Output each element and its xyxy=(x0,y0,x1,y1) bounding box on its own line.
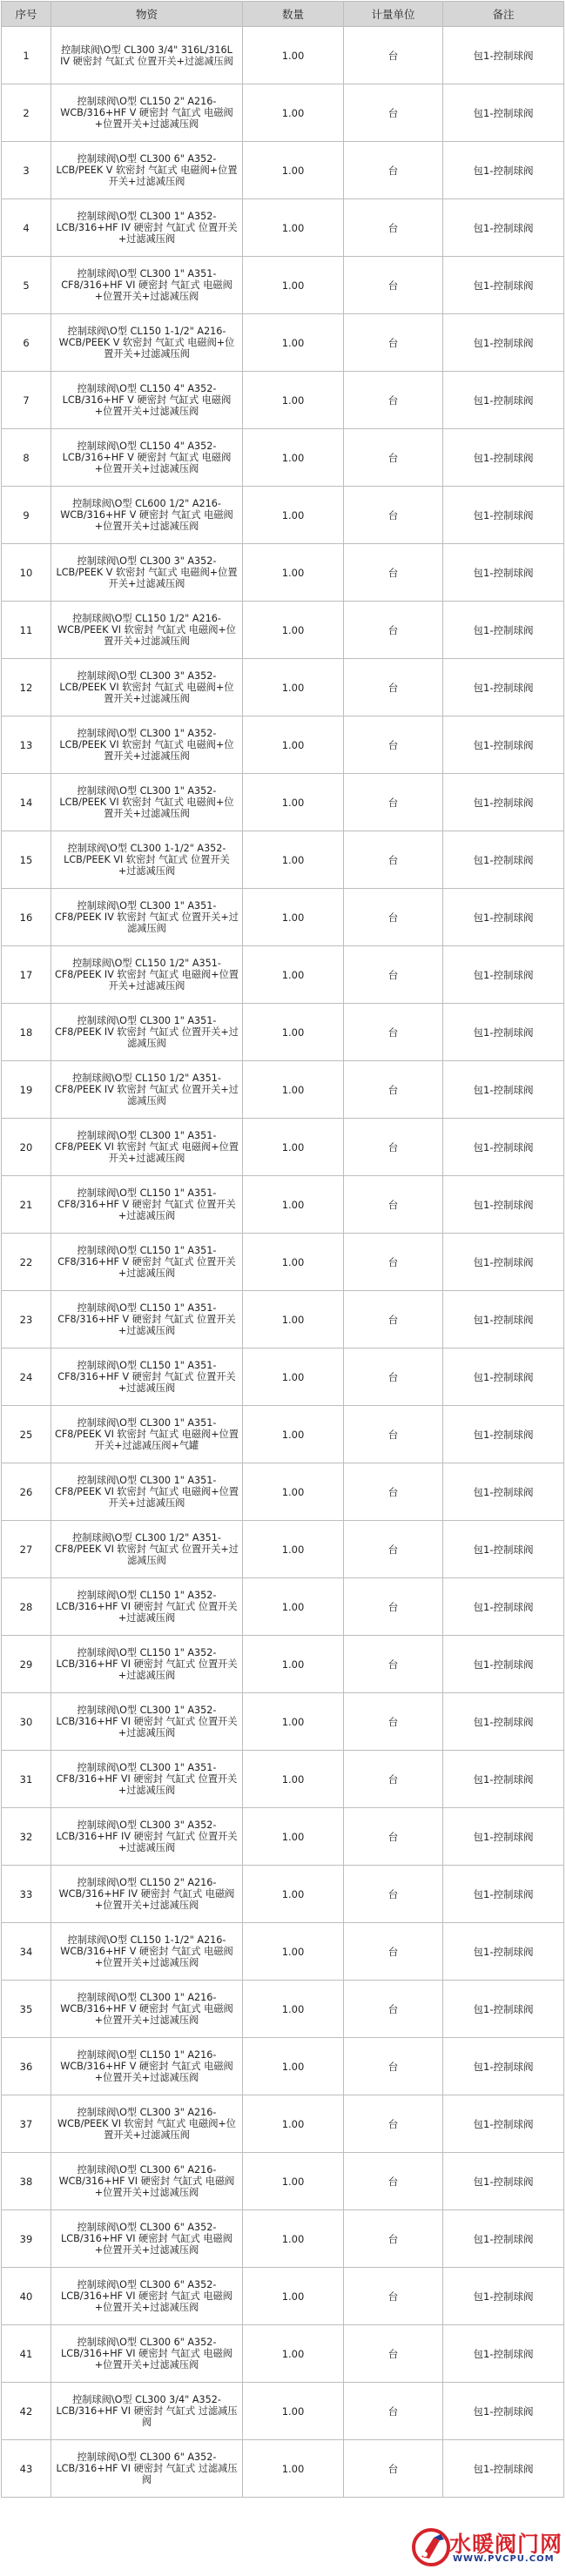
table-row xyxy=(2,1463,564,1521)
col-header-no: 序号 xyxy=(2,2,51,27)
table-row xyxy=(2,1406,564,1463)
row-remark: 包1-控制球阀 xyxy=(443,199,564,257)
row-unit: 台 xyxy=(344,2440,443,2498)
row-quantity: 1.00 xyxy=(243,487,344,544)
row-number: 22 xyxy=(2,1234,51,1291)
col-header-unit: 计量单位 xyxy=(344,2,443,27)
table-row xyxy=(2,1981,564,2038)
row-remark: 包1-控制球阀 xyxy=(443,889,564,946)
row-quantity: 1.00 xyxy=(243,2210,344,2268)
row-material: 控制球阀\O型 CL300 3" A216-WCB/PEEK VI 软密封 气缸式 电磁阀+位置开关+过滤减压阀 xyxy=(51,2095,243,2153)
row-quantity: 1.00 xyxy=(243,1578,344,1636)
row-number: 31 xyxy=(2,1751,51,1808)
row-unit: 台 xyxy=(344,1234,443,1291)
row-number: 19 xyxy=(2,1061,51,1119)
row-number: 4 xyxy=(2,199,51,257)
row-material: 控制球阀\O型 CL150 1/2" A216-WCB/PEEK VI 软密封 气缸式 电磁阀+位置开关+过滤减压阀 xyxy=(51,602,243,659)
table-row xyxy=(2,199,564,257)
row-number: 36 xyxy=(2,2038,51,2095)
row-remark: 包1-控制球阀 xyxy=(443,1636,564,1693)
row-unit: 台 xyxy=(344,544,443,602)
row-unit: 台 xyxy=(344,2268,443,2325)
watermark-url: WWW.PVCPU.COM xyxy=(453,2554,555,2564)
row-number: 35 xyxy=(2,1981,51,2038)
row-material: 控制球阀\O型 CL150 1/2" A351-CF8/PEEK IV 软密封 气缸式 位置开关+过滤减压阀 xyxy=(51,1061,243,1119)
row-unit: 台 xyxy=(344,1808,443,1866)
row-remark: 包1-控制球阀 xyxy=(443,602,564,659)
row-material: 控制球阀\O型 CL300 1" A351-CF8/PEEK VI 软密封 气缸式 电磁阀+位置开关+过滤减压阀 xyxy=(51,1119,243,1176)
table-row xyxy=(2,659,564,716)
row-remark: 包1-控制球阀 xyxy=(443,1406,564,1463)
row-remark: 包1-控制球阀 xyxy=(443,1981,564,2038)
row-quantity: 1.00 xyxy=(243,27,344,84)
row-material: 控制球阀\O型 CL150 1" A351-CF8/316+HF V 硬密封 气缸式 位置开关+过滤减压阀 xyxy=(51,1234,243,1291)
row-number: 6 xyxy=(2,314,51,372)
row-unit: 台 xyxy=(344,1349,443,1406)
table-row xyxy=(2,1636,564,1693)
table-header-row xyxy=(2,2,564,27)
col-header-quantity: 数量 xyxy=(243,2,344,27)
row-material: 控制球阀\O型 CL600 1/2" A216-WCB/316+HF V 硬密封 气缸式 电磁阀+位置开关+过滤减压阀 xyxy=(51,487,243,544)
row-number: 21 xyxy=(2,1176,51,1234)
row-material: 控制球阀\O型 CL300 3" A352-LCB/PEEK VI 软密封 气缸式 电磁阀+位置开关+过滤减压阀 xyxy=(51,659,243,716)
table-row xyxy=(2,487,564,544)
row-material: 控制球阀\O型 CL300 1-1/2" A352-LCB/PEEK VI 软密封 气缸式 位置开关+过滤减压阀 xyxy=(51,831,243,889)
table-row xyxy=(2,2210,564,2268)
row-number: 9 xyxy=(2,487,51,544)
table-row xyxy=(2,1004,564,1061)
table-row xyxy=(2,429,564,487)
row-unit: 台 xyxy=(344,199,443,257)
row-unit: 台 xyxy=(344,1981,443,2038)
row-remark: 包1-控制球阀 xyxy=(443,142,564,199)
row-number: 29 xyxy=(2,1636,51,1693)
row-unit: 台 xyxy=(344,1463,443,1521)
table-row xyxy=(2,2440,564,2498)
row-material: 控制球阀\O型 CL300 1" A351-CF8/PEEK VI 软密封 气缸式 电磁阀+位置开关+过滤减压阀 xyxy=(51,1463,243,1521)
row-unit: 台 xyxy=(344,1061,443,1119)
table-row xyxy=(2,2153,564,2210)
watermark-title: 水暖阀门网 xyxy=(449,2532,563,2557)
row-remark: 包1-控制球阀 xyxy=(443,831,564,889)
row-number: 3 xyxy=(2,142,51,199)
row-remark: 包1-控制球阀 xyxy=(443,2038,564,2095)
table-row xyxy=(2,1866,564,1923)
row-material: 控制球阀\O型 CL150 1" A352-LCB/316+HF VI 硬密封 气缸式 位置开关+过滤减压阀 xyxy=(51,1636,243,1693)
row-remark: 包1-控制球阀 xyxy=(443,84,564,142)
row-unit: 台 xyxy=(344,84,443,142)
row-remark: 包1-控制球阀 xyxy=(443,2440,564,2498)
table-row xyxy=(2,1291,564,1349)
table-row xyxy=(2,1751,564,1808)
table-row xyxy=(2,2268,564,2325)
row-number: 33 xyxy=(2,1866,51,1923)
row-remark: 包1-控制球阀 xyxy=(443,2268,564,2325)
table-row xyxy=(2,1349,564,1406)
row-number: 1 xyxy=(2,27,51,84)
table-row xyxy=(2,774,564,831)
row-remark: 包1-控制球阀 xyxy=(443,27,564,84)
row-remark: 包1-控制球阀 xyxy=(443,1349,564,1406)
row-material: 控制球阀\O型 CL150 1" A351-CF8/316+HF V 硬密封 气缸式 位置开关+过滤减压阀 xyxy=(51,1176,243,1234)
row-material: 控制球阀\O型 CL300 1" A352-LCB/PEEK VI 软密封 气缸式 电磁阀+位置开关+过滤减压阀 xyxy=(51,774,243,831)
row-number: 32 xyxy=(2,1808,51,1866)
row-unit: 台 xyxy=(344,889,443,946)
table-row xyxy=(2,1923,564,1981)
table-row xyxy=(2,1176,564,1234)
row-unit: 台 xyxy=(344,314,443,372)
row-remark: 包1-控制球阀 xyxy=(443,774,564,831)
row-material: 控制球阀\O型 CL300 6" A352-LCB/316+HF VI 硬密封 气缸式 电磁阀+位置开关+过滤减压阀 xyxy=(51,2210,243,2268)
row-unit: 台 xyxy=(344,1578,443,1636)
row-number: 10 xyxy=(2,544,51,602)
row-material: 控制球阀\O型 CL300 1" A351-CF8/PEEK IV 软密封 气缸式 位置开关+过滤减压阀 xyxy=(51,1004,243,1061)
row-remark: 包1-控制球阀 xyxy=(443,1176,564,1234)
row-quantity: 1.00 xyxy=(243,1234,344,1291)
row-quantity: 1.00 xyxy=(243,831,344,889)
row-remark: 包1-控制球阀 xyxy=(443,1693,564,1751)
row-unit: 台 xyxy=(344,1636,443,1693)
row-unit: 台 xyxy=(344,2383,443,2440)
row-quantity: 1.00 xyxy=(243,84,344,142)
row-quantity: 1.00 xyxy=(243,602,344,659)
row-material: 控制球阀\O型 CL300 1" A351-CF8/PEEK VI 软密封 气缸式 电磁阀+位置开关+过滤减压阀+气罐 xyxy=(51,1406,243,1463)
row-quantity: 1.00 xyxy=(243,1176,344,1234)
row-material: 控制球阀\O型 CL300 1" A351-CF8/316+HF VI 硬密封 气缸式 位置开关+过滤减压阀 xyxy=(51,1751,243,1808)
row-material: 控制球阀\O型 CL150 1-1/2" A216-WCB/PEEK V 软密封 气缸式 电磁阀+位置开关+过滤减压阀 xyxy=(51,314,243,372)
table-row xyxy=(2,1808,564,1866)
row-quantity: 1.00 xyxy=(243,1751,344,1808)
row-material: 控制球阀\O型 CL300 1" A352-LCB/PEEK VI 软密封 气缸式 电磁阀+位置开关+过滤减压阀 xyxy=(51,716,243,774)
row-material: 控制球阀\O型 CL150 4" A352-LCB/316+HF V 硬密封 气缸式 电磁阀+位置开关+过滤减压阀 xyxy=(51,429,243,487)
row-remark: 包1-控制球阀 xyxy=(443,1923,564,1981)
row-unit: 台 xyxy=(344,27,443,84)
row-number: 27 xyxy=(2,1521,51,1578)
row-remark: 包1-控制球阀 xyxy=(443,314,564,372)
row-quantity: 1.00 xyxy=(243,1808,344,1866)
row-quantity: 1.00 xyxy=(243,1636,344,1693)
row-remark: 包1-控制球阀 xyxy=(443,1234,564,1291)
row-number: 18 xyxy=(2,1004,51,1061)
row-unit: 台 xyxy=(344,487,443,544)
row-number: 30 xyxy=(2,1693,51,1751)
row-unit: 台 xyxy=(344,2325,443,2383)
row-number: 12 xyxy=(2,659,51,716)
row-unit: 台 xyxy=(344,1751,443,1808)
table-row xyxy=(2,831,564,889)
row-material: 控制球阀\O型 CL150 1" A216-WCB/316+HF V 硬密封 气缸式 电磁阀+位置开关+过滤减压阀 xyxy=(51,2038,243,2095)
row-material: 控制球阀\O型 CL300 3/4" 316L/316L IV 硬密封 气缸式 位置开关+过滤减压阀 xyxy=(51,27,243,84)
row-material: 控制球阀\O型 CL300 3" A352-LCB/PEEK V 软密封 气缸式 电磁阀+位置开关+过滤减压阀 xyxy=(51,544,243,602)
row-quantity: 1.00 xyxy=(243,142,344,199)
row-quantity: 1.00 xyxy=(243,1866,344,1923)
row-quantity: 1.00 xyxy=(243,716,344,774)
row-unit: 台 xyxy=(344,602,443,659)
row-remark: 包1-控制球阀 xyxy=(443,1578,564,1636)
row-unit: 台 xyxy=(344,257,443,314)
row-number: 43 xyxy=(2,2440,51,2498)
col-header-remark: 备注 xyxy=(443,2,564,27)
row-quantity: 1.00 xyxy=(243,946,344,1004)
table-body xyxy=(2,27,564,2498)
row-material: 控制球阀\O型 CL300 6" A216-WCB/316+HF VI 硬密封 气缸式 电磁阀+位置开关+过滤减压阀 xyxy=(51,2153,243,2210)
row-material: 控制球阀\O型 CL150 2" A216-WCB/316+HF IV 硬密封 气缸式 电磁阀+位置开关+过滤减压阀 xyxy=(51,1866,243,1923)
row-remark: 包1-控制球阀 xyxy=(443,1061,564,1119)
row-material: 控制球阀\O型 CL150 2" A216-WCB/316+HF V 硬密封 气缸式 电磁阀+位置开关+过滤减压阀 xyxy=(51,84,243,142)
row-quantity: 1.00 xyxy=(243,1291,344,1349)
row-number: 37 xyxy=(2,2095,51,2153)
row-number: 17 xyxy=(2,946,51,1004)
valve-materials-table xyxy=(1,1,564,2498)
row-quantity: 1.00 xyxy=(243,2153,344,2210)
row-remark: 包1-控制球阀 xyxy=(443,429,564,487)
row-quantity: 1.00 xyxy=(243,1521,344,1578)
row-material: 控制球阀\O型 CL300 3" A352-LCB/316+HF IV 硬密封 气缸式 位置开关+过滤减压阀 xyxy=(51,1808,243,1866)
table-row xyxy=(2,1521,564,1578)
row-quantity: 1.00 xyxy=(243,1693,344,1751)
row-quantity: 1.00 xyxy=(243,1923,344,1981)
table-row xyxy=(2,1234,564,1291)
row-quantity: 1.00 xyxy=(243,2325,344,2383)
row-remark: 包1-控制球阀 xyxy=(443,544,564,602)
table-row xyxy=(2,27,564,84)
row-number: 40 xyxy=(2,2268,51,2325)
row-unit: 台 xyxy=(344,1521,443,1578)
row-quantity: 1.00 xyxy=(243,2095,344,2153)
row-unit: 台 xyxy=(344,372,443,429)
row-number: 11 xyxy=(2,602,51,659)
row-material: 控制球阀\O型 CL300 6" A352-LCB/316+HF VI 硬密封 气缸式 过滤减压阀 xyxy=(51,2440,243,2498)
row-material: 控制球阀\O型 CL300 1" A352-LCB/316+HF VI 硬密封 气缸式 位置开关+过滤减压阀 xyxy=(51,1693,243,1751)
row-quantity: 1.00 xyxy=(243,199,344,257)
row-material: 控制球阀\O型 CL300 1" A351-CF8/PEEK IV 软密封 气缸式 位置开关+过滤减压阀 xyxy=(51,889,243,946)
row-material: 控制球阀\O型 CL150 1" A352-LCB/316+HF VI 硬密封 气缸式 位置开关+过滤减压阀 xyxy=(51,1578,243,1636)
row-remark: 包1-控制球阀 xyxy=(443,2153,564,2210)
row-unit: 台 xyxy=(344,716,443,774)
row-material: 控制球阀\O型 CL300 1" A352-LCB/316+HF IV 硬密封 气缸式 位置开关+过滤减压阀 xyxy=(51,199,243,257)
row-material: 控制球阀\O型 CL150 4" A352-LCB/316+HF V 硬密封 气缸式 电磁阀+位置开关+过滤减压阀 xyxy=(51,372,243,429)
table-row xyxy=(2,84,564,142)
row-number: 28 xyxy=(2,1578,51,1636)
table-row xyxy=(2,602,564,659)
row-remark: 包1-控制球阀 xyxy=(443,2210,564,2268)
row-unit: 台 xyxy=(344,2038,443,2095)
row-material: 控制球阀\O型 CL300 6" A352-LCB/PEEK V 软密封 气缸式 电磁阀+位置开关+过滤减压阀 xyxy=(51,142,243,199)
row-number: 23 xyxy=(2,1291,51,1349)
row-remark: 包1-控制球阀 xyxy=(443,1004,564,1061)
row-unit: 台 xyxy=(344,1004,443,1061)
row-material: 控制球阀\O型 CL300 6" A352-LCB/316+HF VI 硬密封 气缸式 电磁阀+位置开关+过滤减压阀 xyxy=(51,2268,243,2325)
table-row xyxy=(2,2383,564,2440)
row-number: 8 xyxy=(2,429,51,487)
row-remark: 包1-控制球阀 xyxy=(443,659,564,716)
row-number: 42 xyxy=(2,2383,51,2440)
row-material: 控制球阀\O型 CL150 1/2" A351-CF8/PEEK IV 软密封 气缸式 电磁阀+位置开关+过滤减压阀 xyxy=(51,946,243,1004)
row-number: 2 xyxy=(2,84,51,142)
row-number: 38 xyxy=(2,2153,51,2210)
row-material: 控制球阀\O型 CL300 1" A351-CF8/316+HF VI 硬密封 气缸式 电磁阀+位置开关+过滤减压阀 xyxy=(51,257,243,314)
row-material: 控制球阀\O型 CL300 3/4" A352-LCB/316+HF VI 硬密封 气缸式 过滤减压阀 xyxy=(51,2383,243,2440)
row-unit: 台 xyxy=(344,1406,443,1463)
row-quantity: 1.00 xyxy=(243,372,344,429)
row-quantity: 1.00 xyxy=(243,774,344,831)
table-row xyxy=(2,257,564,314)
row-unit: 台 xyxy=(344,142,443,199)
col-header-material: 物资 xyxy=(51,2,243,27)
row-unit: 台 xyxy=(344,1923,443,1981)
table-row xyxy=(2,946,564,1004)
table-row xyxy=(2,1578,564,1636)
row-unit: 台 xyxy=(344,1119,443,1176)
row-quantity: 1.00 xyxy=(243,429,344,487)
row-number: 39 xyxy=(2,2210,51,2268)
table-row xyxy=(2,1119,564,1176)
row-number: 24 xyxy=(2,1349,51,1406)
row-remark: 包1-控制球阀 xyxy=(443,487,564,544)
table-row xyxy=(2,2038,564,2095)
table-row xyxy=(2,544,564,602)
table-row xyxy=(2,2325,564,2383)
row-unit: 台 xyxy=(344,774,443,831)
table-row xyxy=(2,1061,564,1119)
row-material: 控制球阀\O型 CL150 1" A351-CF8/316+HF V 硬密封 气缸式 位置开关+过滤减压阀 xyxy=(51,1349,243,1406)
row-material: 控制球阀\O型 CL300 1/2" A351-CF8/PEEK VI 软密封 气缸式 位置开关+过滤减压阀 xyxy=(51,1521,243,1578)
row-unit: 台 xyxy=(344,1291,443,1349)
row-quantity: 1.00 xyxy=(243,1463,344,1521)
row-number: 14 xyxy=(2,774,51,831)
row-quantity: 1.00 xyxy=(243,1119,344,1176)
row-remark: 包1-控制球阀 xyxy=(443,1751,564,1808)
row-unit: 台 xyxy=(344,2210,443,2268)
row-unit: 台 xyxy=(344,659,443,716)
row-number: 20 xyxy=(2,1119,51,1176)
row-remark: 包1-控制球阀 xyxy=(443,946,564,1004)
table-row xyxy=(2,1693,564,1751)
row-unit: 台 xyxy=(344,429,443,487)
row-quantity: 1.00 xyxy=(243,1349,344,1406)
row-quantity: 1.00 xyxy=(243,889,344,946)
row-number: 25 xyxy=(2,1406,51,1463)
row-number: 34 xyxy=(2,1923,51,1981)
row-remark: 包1-控制球阀 xyxy=(443,1521,564,1578)
row-quantity: 1.00 xyxy=(243,659,344,716)
row-remark: 包1-控制球阀 xyxy=(443,1463,564,1521)
row-material: 控制球阀\O型 CL150 1" A351-CF8/316+HF V 硬密封 气缸式 位置开关+过滤减压阀 xyxy=(51,1291,243,1349)
row-remark: 包1-控制球阀 xyxy=(443,2325,564,2383)
row-number: 7 xyxy=(2,372,51,429)
row-material: 控制球阀\O型 CL300 6" A352-LCB/316+HF VI 硬密封 气缸式 电磁阀+位置开关+过滤减压阀 xyxy=(51,2325,243,2383)
row-material: 控制球阀\O型 CL150 1-1/2" A216-WCB/316+HF V 硬密封 气缸式 电磁阀+位置开关+过滤减压阀 xyxy=(51,1923,243,1981)
row-remark: 包1-控制球阀 xyxy=(443,1291,564,1349)
row-unit: 台 xyxy=(344,831,443,889)
table-row xyxy=(2,372,564,429)
row-quantity: 1.00 xyxy=(243,1004,344,1061)
row-quantity: 1.00 xyxy=(243,2383,344,2440)
row-unit: 台 xyxy=(344,946,443,1004)
row-remark: 包1-控制球阀 xyxy=(443,2095,564,2153)
table-row xyxy=(2,142,564,199)
row-quantity: 1.00 xyxy=(243,544,344,602)
row-remark: 包1-控制球阀 xyxy=(443,1119,564,1176)
table-row xyxy=(2,314,564,372)
pipe-wrench-logo-icon xyxy=(411,2527,451,2567)
row-unit: 台 xyxy=(344,1693,443,1751)
row-quantity: 1.00 xyxy=(243,2440,344,2498)
row-quantity: 1.00 xyxy=(243,1406,344,1463)
row-quantity: 1.00 xyxy=(243,1981,344,2038)
table-row xyxy=(2,2095,564,2153)
site-watermark xyxy=(411,2526,561,2569)
row-unit: 台 xyxy=(344,2095,443,2153)
row-remark: 包1-控制球阀 xyxy=(443,372,564,429)
row-quantity: 1.00 xyxy=(243,2038,344,2095)
row-remark: 包1-控制球阀 xyxy=(443,2383,564,2440)
row-remark: 包1-控制球阀 xyxy=(443,1866,564,1923)
row-unit: 台 xyxy=(344,2153,443,2210)
row-remark: 包1-控制球阀 xyxy=(443,716,564,774)
row-material: 控制球阀\O型 CL300 1" A216-WCB/316+HF V 硬密封 气缸式 电磁阀+位置开关+过滤减压阀 xyxy=(51,1981,243,2038)
row-number: 13 xyxy=(2,716,51,774)
row-unit: 台 xyxy=(344,1866,443,1923)
table-row xyxy=(2,716,564,774)
row-remark: 包1-控制球阀 xyxy=(443,257,564,314)
row-quantity: 1.00 xyxy=(243,257,344,314)
row-remark: 包1-控制球阀 xyxy=(443,1808,564,1866)
table-row xyxy=(2,889,564,946)
row-number: 26 xyxy=(2,1463,51,1521)
row-unit: 台 xyxy=(344,1176,443,1234)
row-number: 5 xyxy=(2,257,51,314)
row-number: 15 xyxy=(2,831,51,889)
row-number: 41 xyxy=(2,2325,51,2383)
row-number: 16 xyxy=(2,889,51,946)
row-quantity: 1.00 xyxy=(243,314,344,372)
row-quantity: 1.00 xyxy=(243,2268,344,2325)
row-quantity: 1.00 xyxy=(243,1061,344,1119)
